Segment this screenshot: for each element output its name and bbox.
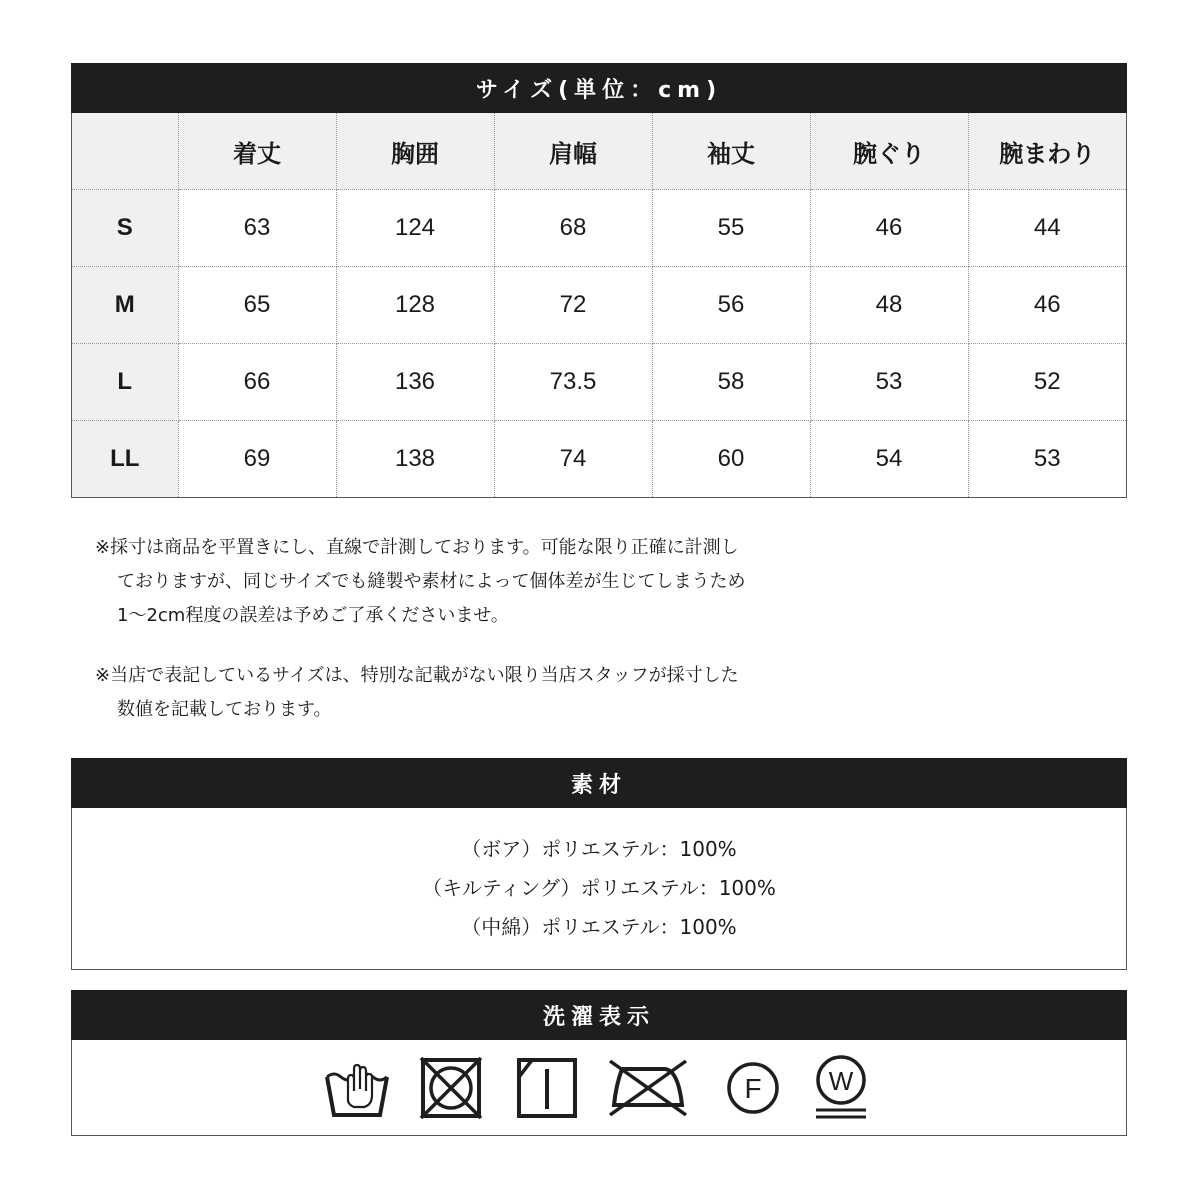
column-header: 肩幅 — [494, 113, 652, 190]
table-cell: 53 — [810, 344, 968, 421]
note-line: ※当店で表記しているサイズは、特別な記載がない限り当店スタッフが採寸した — [95, 665, 739, 686]
wet-clean-letter: W — [828, 1065, 854, 1096]
material-line: （キルティング）ポリエステル：100% — [422, 876, 776, 900]
column-header: 着丈 — [178, 113, 336, 190]
table-cell: 44 — [968, 190, 1126, 267]
material-list — [71, 808, 1127, 970]
table-cell: 74 — [494, 421, 652, 498]
table-cell: 136 — [336, 344, 494, 421]
table-cell: 68 — [494, 190, 652, 267]
material-line: （ボア）ポリエステル：100% — [461, 837, 737, 861]
hand-wash-icon — [324, 1055, 390, 1121]
table-cell: 60 — [652, 421, 810, 498]
table-cell: 69 — [178, 421, 336, 498]
table-row — [72, 344, 1126, 421]
size-label: M — [72, 267, 178, 344]
table-cell: 46 — [968, 267, 1126, 344]
measurement-note — [95, 531, 895, 633]
table-cell: 48 — [810, 267, 968, 344]
table-cell: 58 — [652, 344, 810, 421]
column-header: 胸囲 — [336, 113, 494, 190]
note-line: 数値を記載しております。 — [117, 699, 332, 720]
size-section-header — [71, 63, 1127, 113]
material-section-title: 素材 — [570, 772, 627, 798]
table-cell: 53 — [1033, 445, 1061, 472]
table-cell: 65 — [178, 267, 336, 344]
wet-clean-w-icon — [808, 1052, 874, 1124]
table-cell: 124 — [336, 190, 494, 267]
column-header: 腕まわり — [968, 113, 1126, 190]
size-label: LL — [72, 421, 178, 498]
table-cell: 63 — [178, 190, 336, 267]
table-cell: 56 — [652, 267, 810, 344]
table-cell: 46 — [810, 190, 968, 267]
note-line: 1〜2cm程度の誤差は予めご了承くださいませ。 — [117, 605, 509, 626]
size-label: S — [72, 190, 178, 267]
care-symbols — [71, 1040, 1127, 1136]
size-source-note — [95, 659, 895, 727]
table-row — [72, 267, 1126, 344]
care-section-header — [71, 990, 1127, 1040]
size-table-header-row — [72, 113, 1126, 190]
table-cell: 73.5 — [494, 344, 652, 421]
size-table — [72, 113, 1126, 497]
care-section-title: 洗濯表示 — [542, 1004, 655, 1030]
line-dry-icon — [514, 1055, 580, 1121]
note-line: ておりますが、同じサイズでも縫製や素材によって個体差が生じてしまうため — [117, 571, 746, 592]
table-cell: 138 — [336, 421, 494, 498]
no-tumble-dry-icon — [418, 1055, 484, 1121]
table-row — [72, 190, 1126, 267]
note-line: ※採寸は商品を平置きにし、直線で計測しております。可能な限り正確に計測し — [95, 537, 739, 558]
material-line: （中綿）ポリエステル：100% — [461, 915, 737, 939]
material-section-header — [71, 758, 1127, 808]
size-table-frame — [71, 113, 1127, 498]
table-cell: 54 — [810, 421, 968, 498]
table-cell: 72 — [494, 267, 652, 344]
table-cell: 66 — [178, 344, 336, 421]
dry-clean-f-icon — [720, 1055, 786, 1121]
column-header: 袖丈 — [652, 113, 810, 190]
table-cell: 55 — [652, 190, 810, 267]
no-iron-icon — [606, 1055, 692, 1121]
column-header — [72, 113, 178, 190]
size-section-title: サイズ(単位：cm) — [475, 77, 723, 103]
size-label: L — [72, 344, 178, 421]
table-cell: 128 — [336, 267, 494, 344]
column-header: 腕ぐり — [810, 113, 968, 190]
table-row — [72, 421, 1126, 498]
dry-clean-letter: F — [744, 1072, 762, 1104]
table-cell: 52 — [968, 344, 1126, 421]
